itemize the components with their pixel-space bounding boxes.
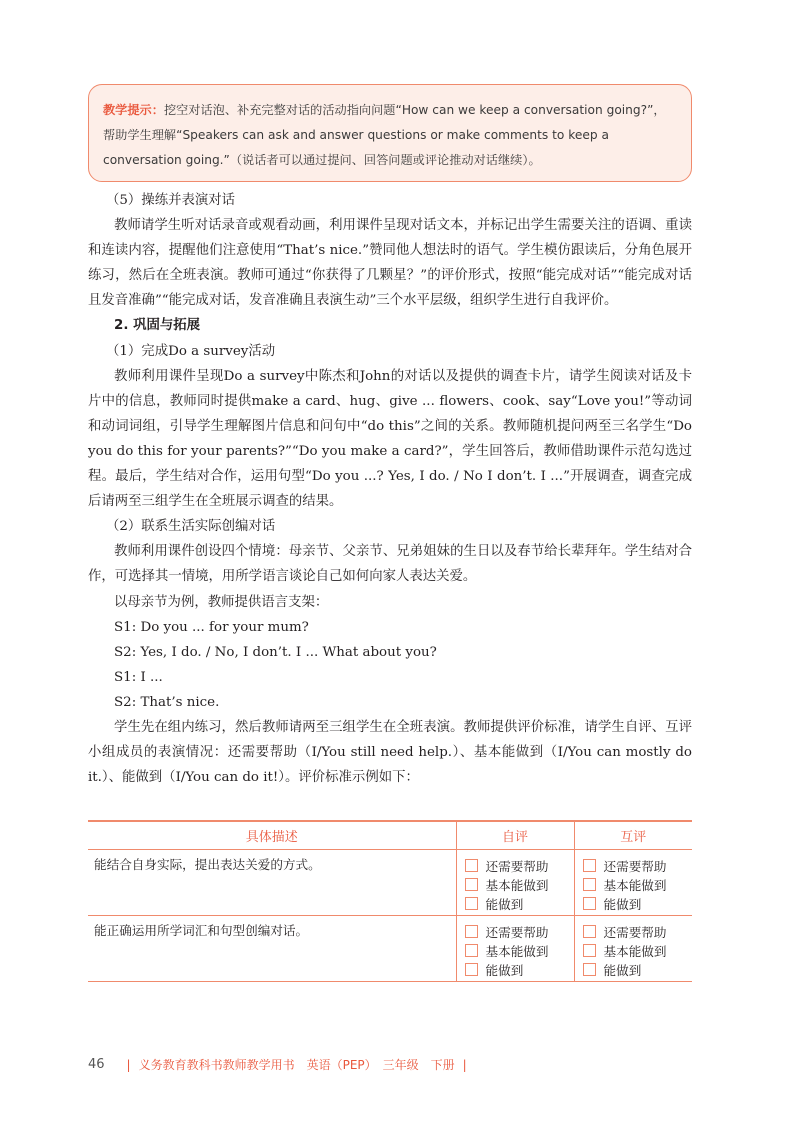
book-title: 义务教育教科书教师教学用书 英语（PEP） 三年级 下册 [138,1058,455,1072]
checkbox-icon[interactable] [465,878,478,891]
checkbox-option[interactable] [583,894,693,913]
checkbox-option[interactable] [465,875,574,894]
main-content [88,188,692,790]
option-label: 基本能做到 [485,877,549,893]
self-eval-options [456,915,574,981]
checkbox-option[interactable] [465,922,574,941]
checkbox-option[interactable] [583,856,693,875]
checkbox-icon[interactable] [583,925,596,938]
row-description: 能正确运用所学词汇和句型创编对话。 [88,915,456,981]
checkbox-option[interactable] [583,875,693,894]
dialogue-line: S2: That’s nice. [114,694,220,710]
checkbox-icon[interactable] [583,897,596,910]
activity2-paragraph-2: 以母亲节为例，教师提供语言支架： [114,594,329,610]
self-eval-options [456,849,574,915]
page-number: 46 [88,1057,105,1072]
option-label: 还需要帮助 [485,858,549,874]
activity2-paragraph-1: 教师利用课件创设四个情境：母亲节、父亲节、兄弟姐妹的生日以及春节给长辈拜年。学生结对合作，可选择其一情境，用所学语言谈论自己如何向家人表达关爱。 [88,544,692,585]
rubric-header-row [88,821,692,849]
option-label: 还需要帮助 [603,924,667,940]
checkbox-icon[interactable] [465,897,478,910]
section5-paragraph: 教师请学生听对话录音或观看动画，利用课件呈现对话文本，并标记出学生需要关注的语调、重读和连读内容，提醒他们注意使用“That’s nice.”赞同他人想法时的语气。学生模仿跟读后，分角色展开练习，然后在全班表演。教师可通过“你获得了几颗星？”的评价形式，按照“能完成对话”“能完成对话且发音准确”“能完成对话，发音准确且表演生动”三个水平层级，组织学生进行自我评价。 [88,218,692,309]
option-label: 基本能做到 [603,877,667,893]
dialogue-line: S2: Yes, I do. / No, I don’t. I ... What about you? [114,644,437,660]
checkbox-icon[interactable] [465,859,478,872]
checkbox-option[interactable] [583,960,693,979]
checkbox-icon[interactable] [465,944,478,957]
option-label: 能做到 [485,896,524,912]
table-row [88,915,692,981]
section2-heading: 2. 巩固与拓展 [114,318,201,334]
checkbox-option[interactable] [465,856,574,875]
checkbox-option[interactable] [583,922,693,941]
activity1-paragraph: 教师利用课件呈现Do a survey中陈杰和John的对话以及提供的调查卡片，请学生阅读对话及卡片中的信息，教师同时提供make a card、hug、give ... flowers、cook、say“Love you!”等动词和动词词组，引导学生理解图片信息和问句中“do this”之间的关系。教师随机提问两至三名学生“Do you do this for your parents?”“Do you make a card?”，学生回答后，教师借助课件示范勾选过程。最后，学生结对合作，运用句型“Do you ...? Yes, I do. / No I don’t. I ...”开展调查，调查完成后请两至三组学生在全班展示调查的结果。 [88,368,692,510]
option-label: 能做到 [603,896,642,912]
checkbox-option[interactable] [465,894,574,913]
option-label: 基本能做到 [603,943,667,959]
option-label: 基本能做到 [485,943,549,959]
peer-eval-options [574,915,692,981]
header-peer-eval: 互评 [574,821,692,849]
checkbox-option[interactable] [465,960,574,979]
dialogue-line: S1: I ... [114,669,163,685]
checkbox-icon[interactable] [465,963,478,976]
checkbox-icon[interactable] [583,944,596,957]
page-footer [88,1056,475,1073]
checkbox-icon[interactable] [583,859,596,872]
option-label: 能做到 [603,962,642,978]
checkbox-option[interactable] [583,941,693,960]
checkbox-icon[interactable] [465,925,478,938]
evaluation-rubric-table [88,820,692,982]
checkbox-option[interactable] [465,941,574,960]
option-label: 还需要帮助 [485,924,549,940]
tip-label: 教学提示： [103,103,164,117]
option-label: 能做到 [485,962,524,978]
footer-divider: | [126,1057,131,1072]
dialogue-line: S1: Do you ... for your mum? [114,619,309,635]
section5-heading: （5）操练并表演对话 [106,193,236,208]
teaching-tip-box [88,84,692,182]
activity2-paragraph-3: 学生先在组内练习，然后教师请两至三组学生在全班表演。教师提供评价标准，请学生自评、互评小组成员的表演情况：还需要帮助（I/You still need help.）、基本能做到（I/You can mostly do it.）、能做到（I/You can do it!）。评价标准示例如下： [88,719,692,786]
checkbox-icon[interactable] [583,963,596,976]
header-description: 具体描述 [88,821,456,849]
header-self-eval: 自评 [456,821,574,849]
table-row [88,849,692,915]
tip-text: 挖空对话泡、补充完整对话的活动指向问题“How can we keep a conversation going?”，帮助学生理解“Speakers can ask and answer questions or make comments to keep a conversation going.”（说话者可以通过提问、回答问题或评论推动对话继续）。 [103,103,666,167]
peer-eval-options [574,849,692,915]
option-label: 还需要帮助 [603,858,667,874]
activity2-heading: （2）联系生活实际创编对话 [106,519,276,535]
row-description: 能结合自身实际，提出表达关爱的方式。 [88,849,456,915]
activity1-heading: （1）完成Do a survey活动 [106,343,276,359]
footer-divider: | [462,1057,467,1072]
checkbox-icon[interactable] [583,878,596,891]
